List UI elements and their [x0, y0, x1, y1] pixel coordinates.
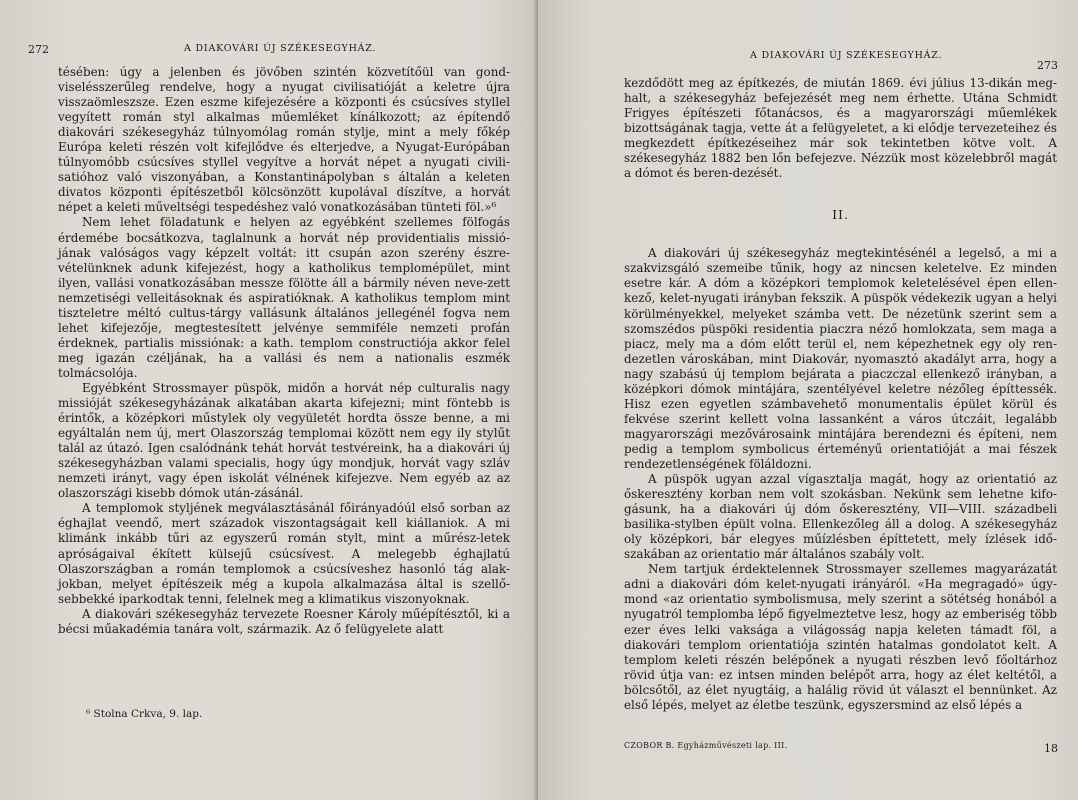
footnote: ⁶ Stolna Crkva, 9. lap. [86, 708, 203, 720]
paragraph: A diakovári új székesegyház megtekintésénél a legelső, a mi a szakvizsgáló szemeibe tűnik, hogy az nincsen keletelve. Ez minden esetre kár. A dóm a középkori templomok keletelésével épen ellen-kező, kelet-nyugati irányban fekszik. A püspök védekezik ugyan a helyi körülményekkel, melyeket számba vett. De nézetünk szerint sem a szomszédos püspöki residentia piaczra néző homlokzata, sem maga a piacz, mely ma a dóm előtt terül el, nem képezhetnek egy oly ren-dezetlen városkában, mint Diakovár, nyomasztó akadályt arra, hogy a nagy szabású új templom bejárata a piaczczal ellenkező irányban, a középkori dómok mintájára, szentélyével keletre nézőleg építtessék. Hisz ezen egyetlen számbavehető monumentalis épület körül és fekvése szerint kellett volna lassanként a város útczáit, legalább magyarországi mezővárosaink mintájára berendezni és építeni, nem pedig a templom symbolicus érteményű orientatióját a mai fészek rendezetlenségének föláldozni. [624, 246, 1057, 471]
left-page-number: 272 [28, 43, 49, 56]
paragraph: kezdődött meg az építkezés, de miután 1869. évi július 13-dikán meg-halt, a székesegyház befejezését meg nem érhette. Utána Schmidt Frigyes építészeti főtanácsos, és a magyarországi műemlékek bizottságának tagja, vette át a felügyeletet, a ki elődje tervezeteihez és megkezdett építkezéseihez már sok tekintetben kötve volt. A székesegyház 1882 ben lőn befejezve. Nézzük most közelebbről magát a dómot és beren-dezését. [624, 76, 1057, 181]
sheet-number: 18 [1044, 742, 1058, 755]
left-page [0, 0, 538, 800]
paragraph: A templomok styljének megválasztásánál főirányadóúl első sorban az éghajlat veendő, mert századok viszontagságait kell kiállaniok. A mi klimánk inkább tűri az egyszerű román stylt, mint a műrész-letek apróságaival ékített külsejű csúcsívest. A melegebb éghajlatú Olaszországban a román templomok a csúcsíveshez hasonló tág alak-jokban, melyet építészeik még a kupola alkalmazása által is szellő-sebbekké iparkodtak tenni, felelnek meg a klimatikus viszonyoknak. [58, 501, 510, 606]
printer-signature: CZOBOR B. Egyházművészeti lap. III. [624, 741, 788, 750]
paragraph: Egyébként Strossmayer püspök, midőn a horvát nép culturalis nagy missióját székesegyházának alkatában akarta kifejezni; mint föntebb is érintők, a középkori műstylek oly vegyületét hordta össze benne, a mi egyáltalán nem új, mert Olaszország templomai között nem egy ily stylűt talál az útazó. Igen csalódnánk tehát horvát testvéreink, ha a diakovári új székesegyházban valami specialis, hogy úgy mondjuk, horvát vagy szláv nemzeti irányt, vagy épen iskolát vélnének kifejezve. Nem egyéb az az olaszországi kisebb dómok után-zásánál. [58, 380, 510, 501]
paragraph: tésében: úgy a jelenben és jövőben szintén közvetítőül van gond-viselésszerűleg rendelve, hogy a nyugat civilisatióját a keletre újra visszaömleszsze. Ezen eszme kifejezésére a központi és csúcsíves styllel vegyített román styl alkalmas műemléket kínálkozott; az építendő diakovári székesegyház túlnyomólag román stylje, mint a mely főkép Európa keleti részén volt kifejlődve és elterjedve, a Nyugat-Európában túlnyomóbb csúcsíves styllel vegyítve a horvát népet a nyugati civili-satióhoz való viszonyában, a Konstantinápolyban s általán a keleten divatos központi építészetből kölcsönzött kupolával díszítve, a horvát népet a keleti műveltségi tespedéshez való vonatkozásában tünteti föl.»⁶ [58, 65, 510, 215]
left-running-head: A DIAKOVÁRI ÚJ SZÉKESEGYHÁZ. [184, 43, 377, 54]
right-body-text [624, 76, 1057, 713]
right-running-head: A DIAKOVÁRI ÚJ SZÉKESEGYHÁZ. [750, 50, 943, 61]
paragraph: Nem tartjuk érdektelennek Strossmayer szellemes magyarázatát adni a diakovári dóm kelet-nyugati irányáról. «Ha megragadó» úgy-mond «az orientatio symbolismusa, mely szerint a sötétség honából a nyugatról templomba lépő figyelmeztetve lesz, hogy az emberiség több ezer éves lelki vaksága a világosság napja keleten támadt föl, a diakovári templom orientatiója szintén hatalmas gondolatot kelt. A templom keleti részén belépőnek a nyugati részben levő főoltárhoz rövid útja van: ez intsen minden belépőt arra, hogy az élet keltétől, a bölcsőtől, az élet nyugtáig, a halálig rövid út választ el bennünket. Az első lépés, melyet az életbe teszünk, egyszersmind az első lépés a [624, 562, 1057, 712]
paragraph: A püspök ugyan azzal vígasztalja magát, hogy az orientatió az őskeresztény korban nem volt szokásban. Nekünk sem lehetne kifo-gásunk, ha a diakovári új dóm őskeresztény, VII—VIII. századbeli basilika-stylben épült volna. Ellenkezőleg áll a dolog. A székesegyház oly középkori, bár elegyes műízlésben építtetett, mely ízlések idő-szakában az orientatio már általános szabály volt. [624, 472, 1057, 562]
right-page-number: 273 [1037, 59, 1058, 72]
right-page-footer [624, 741, 1058, 761]
paragraph: A diakovári székesegyház tervezete Roesner Károly műépítésztől, ki a bécsi műakadémia tanára volt, származik. Az ő felügyelete alatt [58, 606, 510, 636]
section-heading: II. [832, 207, 849, 223]
right-page [538, 0, 1078, 800]
left-page-header [28, 43, 510, 65]
paragraph: Nem lehet föladatunk e helyen az egyébként szellemes fölfogás érdemébe bocsátkozva, taglalnunk a horvát nép providentialis missió-jának valóságos vagy képzelt voltát: itt csupán azon szerény észre-vételünknek adunk kifejezést, hogy a katholikus templomépület, mint ilyen, vallási vonatkozásában messze fölötte áll a bármily néven neve-zett nemzetiségi velleitásoknak és aspiratióknak. A katholikus templom mint tiszteletre méltó cultus-tárgy vallásunk általános jellegénél fogva nem lehet kifejezője, megtestesített jelvénye semmiféle nemzeti profán érdeknek, partialis missiónak: a kath. templom constructiója akkor felel meg igazán czéljának, ha a vallási és nem a nationalis eszmék tolmácsolója. [58, 215, 510, 380]
left-body-text [58, 65, 510, 637]
right-page-header [624, 50, 1058, 76]
